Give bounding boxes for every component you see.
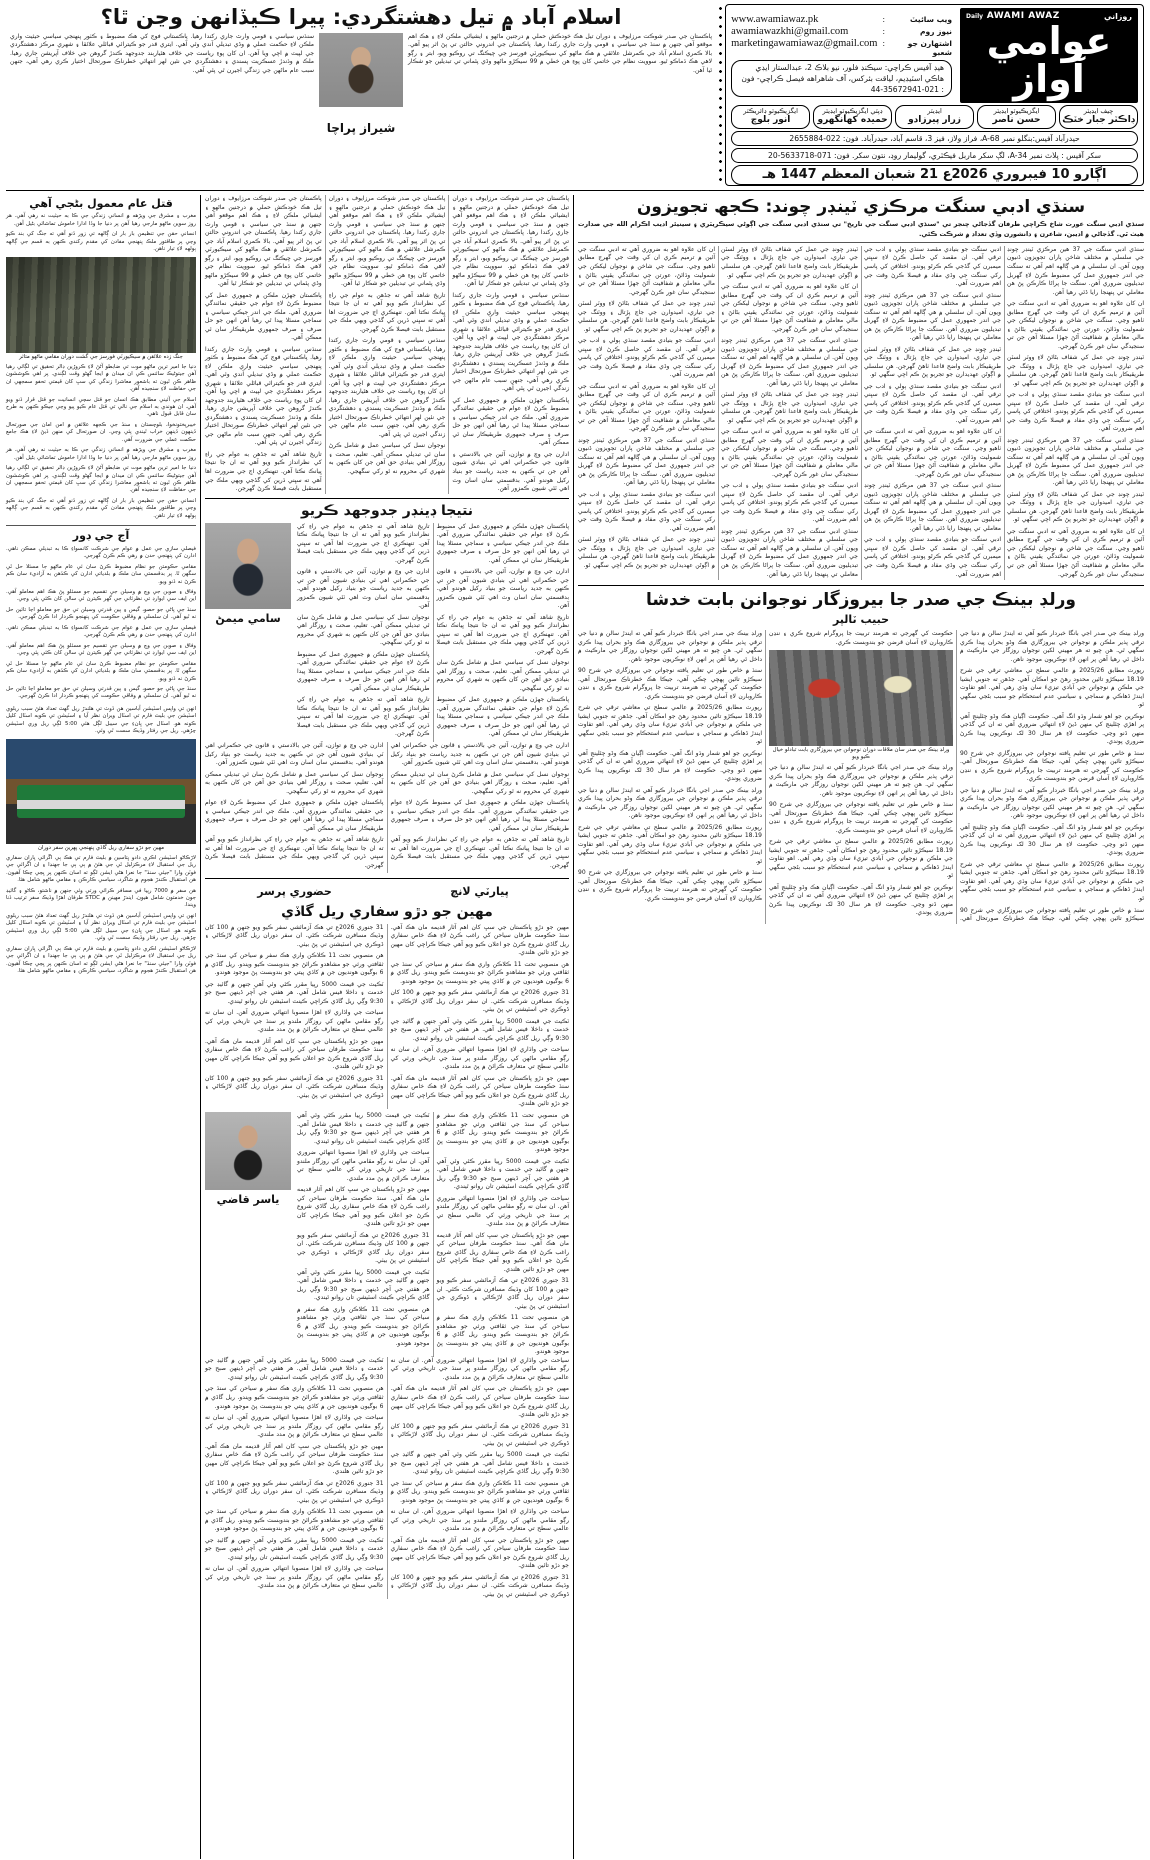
article-body xyxy=(578,246,1144,580)
contact-colon: : xyxy=(882,27,885,36)
paragraph: هن منصوبي تحت 11 ڪلاڪن واري هڪ سفر ۾ سياحن کي سنڌ جي ثقافتي ورثي جو مشاهدو ڪرائڻ جو بندوبست ڪيو ويندو. ريل گاڏي ۾ 6 بوگيون هونديون جن ۾ کاڌي پيتي جو بندوبست پڻ موجود هوندو. xyxy=(390,1479,569,1504)
paragraph: سنڌس سياسي ۽ قومي وارث جاري رکندا رهيا. پاڪستاني فوج کي هڪ مضبوط ۽ ڪٺور پنهنجي سياسي حيثيت واري ملڪن لاءِ حڪمت عملي ۾ وڏي تبديلي آندي وئي آهي. ايتري قدر جو ڪيترائي قبائلي علائقا ۽ شهري مرڪز دهشتگردي جي لپيٽ ۾ اچي ويا آهن. ان کان پوءِ رياست جي خلاف هٿياربند جدوجهد ڪندڙ گروهن جي خلاف آپريشن جاري رهيا. ملڪ ۾ وڌندڙ عسڪريت پسندي ۽ دهشتگردي جي نئين لهر انتهائي خطرناڪ صورتحال اختيار ڪري رهي آهي، جنهن سبب عام ماڻهن جي زندگي اجيرن ٿي پئي آهي. xyxy=(452,291,569,393)
paragraph: ادارن جي وچ ۾ توازن، آئين جي بالادستي ۽ قانون جي حڪمراني اهي ٽي بنيادي شيون آهن جن تي ڪنهن به جديد رياست جو بنياد رکيل هوندو آهي. بدقسمتي سان اسان وٽ اهي ٽئي شيون ڪمزور آهن. xyxy=(297,568,430,610)
office-address-karachi: هيڊ آفيس ڪراچي: سيڪنڊ فلور، نيو بلاڪ 2، عبدالستار ايڊي هاڪي اسٽيڊيم، لياقت بئركس، آف شاهراهه فيصل ڪراچي- فون : 021-35672941-44 xyxy=(731,60,952,97)
paragraph: تاريخ شاهد آهي ته جڏهن به عوام جي راءِ کي نظرانداز ڪيو ويو آهي ته ان جا نتيجا ڀيانڪ نڪتا آهن. تنهنڪري اڄ جي ضرورت اها آهي ته سڀني ڌرين کي گڏجي ويهي ملڪ جي مستقبل بابت فيصلا ڪرڻ گهرجن. xyxy=(390,836,569,869)
column-divider xyxy=(200,195,201,1859)
paragraph: سنڌي ادبي سنگت جي 37 هين مرڪزي ٽينڊر چونڊ جي سلسلي ۾ مختلف شاخن پاران تجويزون ڏنيون ويون آهن. ان سلسلي ۾ هي ڳالهه اهم آهي ته سنگت جي اندر جمهوري عمل کي مضبوط ڪرڻ لاءِ گهربل تبديليون ضروري آهن. سنگت جا پراڻا ڪارڪن پڻ هن معاملي تي پنهنجا رايا ڏئي رهيا آهن. xyxy=(1007,436,1144,487)
office-address-sukkur: سکر آفيس : پلاٽ نمبر A-34، لڳ سکر ماربل فيڪٽري، گوليمار روڊ، نتون سکر. فون: 071-5633718-20 xyxy=(731,148,1138,163)
author-name: شيراز پراچا xyxy=(326,120,396,135)
paragraph: دنيا جا امير ترين ماڻهو موت تي ضابطو آڻڻ لاءِ ڪروڙين ڊالر تحقيق تي لڳائي رهيا آهن جيتوڻيڪ سائنس ڪي ان ميدان ۾ ايجا گهڻو وقت لڳندي. پر اهي ڪوششون ظاهر ڪن ٿيون ته باشعور معاشرا زندگي کي سڀ کان قيمتي تحفو سمجهي ان جي حفاظت لاءِ سنجيده آهن. xyxy=(6,363,196,393)
paragraph: هن منصوبي تحت 11 ڪلاڪن واري هڪ سفر ۾ سياحن کي سنڌ جي ثقافتي ورثي جو مشاهدو ڪرائڻ جو بندوبست ڪيو ويندو. ريل گاڏي ۾ 6 بوگيون هونديون جن ۾ کاڌي پيتي جو بندوبست پڻ موجود هوندو. xyxy=(436,1314,569,1356)
contact-value-website[interactable]: www.awamiawaz.pk xyxy=(731,14,819,25)
paragraph: تاريخ شاهد آهي ته جڏهن به عوام جي راءِ کي نظرانداز ڪيو ويو آهي ته ان جا نتيجا ڀيانڪ نڪتا آهن. تنهنڪري اڄ جي ضرورت اها آهي ته سڀني ڌرين کي گڏجي ويهي ملڪ جي مستقبل بابت فيصلا ڪرڻ گهرجن. xyxy=(205,836,384,869)
article-body-continued xyxy=(205,742,569,873)
paragraph: مغرب ۽ مشرق جي ويڙهه ۾ انساني زندگي جي ڪا به حيثيت نه رهي آهي. هر روز سوين ماڻهو مارجي رهيا آهن پر دنيا جا وڏا ادارا خاموش تماشائي بڻيل آهن. xyxy=(6,213,196,227)
column-right xyxy=(578,195,1144,1859)
news-photo-train xyxy=(6,739,196,844)
paragraph: ٽڪيٽ جي قيمت 5000 رپيا مقرر ڪئي وئي آهي جنهن ۾ گائيڊ جي خدمت ۽ داخلا فيس شامل آهي. هر هفتي جي آچر ڏينهن صبح جو 9:30 وڳي ريل گاڏي ڪراچي ڪينٽ اسٽيشن تان روانو ٿيندي. xyxy=(205,1356,384,1381)
paragraph: سنڌ جي پاڻي جو حصو، گيس ۽ ٻين قدرتي وسيلن تي حق جو معاملو اڃا تائين حل نه ٿيو آهي. ان سلسلي ۾ وفاقي حڪومت کي پنهنجو ڪردار ادا ڪرڻ گهرجي. xyxy=(6,606,196,621)
paragraph: سنڌس سياسي ۽ قومي وارث جاري رکندا رهيا. پاڪستاني فوج کي هڪ مضبوط ۽ ڪٺور پنهنجي سياسي حيثيت واري ملڪن لاءِ حڪمت عملي ۾ وڏي تبديلي آندي وئي آهي. ايتري قدر جو ڪيترائي قبائلي علائقا ۽ شهري مرڪز دهشتگردي جي لپيٽ ۾ اچي ويا آهن. ان کان پوءِ رياست جي خلاف هٿياربند جدوجهد ڪندڙ گروهن جي خلاف آپريشن جاري رهيا. ملڪ ۾ وڌندڙ عسڪريت پسندي ۽ دهشتگردي جي نئين لهر انتهائي خطرناڪ صورتحال اختيار ڪري رهي آهي، جنهن سبب عام ماڻهن جي زندگي اجيرن ٿي پئي آهي. xyxy=(205,345,322,447)
paragraph: پاڪستان جي صدر شوڪت مرزايوف ۽ دوران تيل هڪ خودڪش حملي ۾ درجنين ماڻهو ۽ ايشيائي ملڪن لاءِ ۽ هڪ اهم موقعو آهي جنهن ۾ سنڌ جي سياسي ۽ قومي وارث جاري رکندا رهيا. پاڪستان جي اندروني حالتن تي پڻ اثر پيو آهي. بالا ڪمري اسلام آباد جي ڪمرشل علائقي ۾ هڪ ماڻهو کي سيڪيورٽي فورسز جي چيڪنگ تي روڪيو ويو، ابتر ۽ رڳو لاهي هڪ ڌماڪو ٿيو. سوويت نظام جي خاتمي کان پوءِ هن خطي ۾ 99 سيڪڙو ماڻهو وڏي پئماني تي تبديلين جو شڪار ٿيا آهن. xyxy=(452,195,569,288)
paragraph: هن منصوبي تحت 11 ڪلاڪن واري هڪ سفر ۾ سياحن کي سنڌ جي ثقافتي ورثي جو مشاهدو ڪرائڻ جو بندوبست ڪيو ويندو. ريل گاڏي ۾ 6 بوگيون هونديون جن ۾ کاڌي پيتي جو بندوبست پڻ موجود هوندو. xyxy=(205,1385,384,1410)
author-photo xyxy=(205,523,291,609)
paragraph: سنڌس سياسي ۽ قومي وارث جاري رکندا رهيا. پاڪستاني فوج کي هڪ مضبوط ۽ ڪٺور پنهنجي سياسي حيثيت واري ملڪن لاءِ حڪمت عملي ۾ وڏي تبديلي آندي وئي آهي. ايتري قدر جو ڪيترائي قبائلي علائقا ۽ شهري مرڪز دهشتگردي جي لپيٽ ۾ اچي ويا آهن. ان کان پوءِ رياست جي خلاف هٿياربند جدوجهد ڪندڙ گروهن جي خلاف آپريشن جاري رهيا. ملڪ ۾ وڌندڙ عسڪريت پسندي ۽ دهشتگردي جي نئين لهر انتهائي خطرناڪ صورتحال اختيار ڪري رهي آهي، جنهن سبب عام ماڻهن جي زندگي اجيرن ٿي پئي آهي. xyxy=(10,32,315,74)
article-mohenjodaro-safari-train xyxy=(205,904,569,1600)
paragraph: 31 جنوري 2026ع تي هڪ آزمائشي سفر ڪيو ويو جنهن ۾ 100 کان وڌيڪ مسافرن شرڪت ڪئي. ان سفر دوران ريل گاڏي لاڙڪاڻي ۽ ڏوڪري جي اسٽيشنن تي پڻ بيٺي. xyxy=(390,989,570,1014)
paragraph: ادبي سنگت جو بنيادي مقصد سنڌي ٻولي ۽ ادب جي ترقي آهي. ان مقصد کي حاصل ڪرڻ لاءِ سڀني ميمبرن کي گڏجي ڪم ڪرڻو پوندو. اختلافن کي پاسي رکي سنگت جي وڏي مفاد ۾ فيصلا ڪرڻ وقت جي اهم ضرورت آهي. xyxy=(864,382,1001,424)
photo-caption: ورلڊ بينڪ جي صدر سان ملاقات دوران نوجوانن جي بيروزگاري بابت تبادلو خيال ڪيو ويو xyxy=(772,747,950,761)
paragraph: پاڪستان جهڙن ملڪن ۾ جمهوري عمل کي مضبوط ڪرڻ لاءِ عوام جي حقيقي نمائندگي ضروري آهي. ملڪ جي اندر جيڪي سياسي ۽ سماجي مسئلا پيدا ٿي رهيا آهن انهن جو حل صرف ۽ صرف جمهوري طريقيڪار سان ئي ممڪن آهي. xyxy=(297,650,430,692)
paragraph: 31 جنوري 2026ع تي هڪ آزمائشي سفر ڪيو ويو جنهن ۾ 100 کان وڌيڪ مسافرن شرڪت ڪئي. ان سفر دوران ريل گاڏي لاڙڪاڻي ۽ ڏوڪري جي اسٽيشنن تي پڻ بيٺي. xyxy=(205,923,384,948)
contact-row xyxy=(731,14,952,25)
article-qatl-e-aam xyxy=(6,197,196,520)
article-headline: ورلڊ بينڪ جي صدر جا بيروزگار نوجوانن بابت خدشا xyxy=(646,589,1076,610)
article-aaj-ji-door xyxy=(6,529,196,701)
paragraph: ادارن جي وچ ۾ توازن، آئين جي بالادستي ۽ قانون جي حڪمراني اهي ٽي بنيادي شيون آهن جن تي ڪنهن به جديد رياست جو بنياد رکيل هوندو آهي. بدقسمتي سان اسان وٽ اهي ٽئي شيون ڪمزور آهن. xyxy=(205,741,384,767)
paragraph: ٽينڊر چونڊ جي عمل کي شفاف بڻائڻ لاءِ ووٽر لسٽن جي تياري، اميدوارن جي جاچ پڙتال ۽ ووٽنگ جي طريقيڪار بابت واضح قاعدا ٺاهڻ گهرجن. هن سلسلي ۾ اڳوڻن عهديدارن جو تجربو پڻ ڪم اچي سگهي ٿو. xyxy=(721,245,858,279)
paragraph: ورلڊ بينڪ جي صدر اجي بانگا خبردار ڪيو آهي ته ايندڙ سالن ۾ دنيا جي ترقي پذير ملڪن ۾ نوجوانن جي بيروزگاري هڪ وڏو بحران پيدا ڪري سگهي ٿي. هن چيو ته هر مهيني لکين نوجوان روزگار جي مارڪيٽ ۾ داخل ٿي رهيا آهن پر انهن لاءِ نوڪريون موجود ناهن. xyxy=(769,764,953,797)
contact-value-marketing[interactable]: marketingawamiawaz@gmail.com xyxy=(731,38,878,49)
paragraph: فيصلي سازي جي عمل ۾ عوام جي شرڪت کانسواءِ ڪا به تبديلي ممڪن ناهي. ادارن کي پنهنجي حدن ۾ رهي ڪم ڪرڻ گهرجي. xyxy=(6,624,196,639)
paragraph: سنڌ جي پاڻي جو حصو، گيس ۽ ٻين قدرتي وسيلن تي حق جو معاملو اڃا تائين حل نه ٿيو آهي. ان سلسلي ۾ وفاقي حڪومت کي پنهنجو ڪردار ادا ڪرڻ گهرجي. xyxy=(6,685,196,700)
paragraph: ٽڪيٽ جي قيمت 5000 رپيا مقرر ڪئي وئي آهي جنهن ۾ گائيڊ جي خدمت ۽ داخلا فيس شامل آهي. هر هفتي جي آچر ڏينهن صبح جو 9:30 وڳي ريل گاڏي ڪراچي ڪينٽ اسٽيشن تان روانو ٿيندي. xyxy=(297,1112,430,1145)
article-body xyxy=(297,523,569,742)
paragraph: لاڙڪاڻو اسٽيشن اڪري دادو ڀتاسين ۾ بليٽ فارم تي هڪ ٻي اڱرائي ڀاران سفاري ريل جي استقبال لاءِ مرڪزليل ٿي جي هئڻ ۾ ٻي ٻي جا جهنڊا ۽ ان اڱرائي جي فوٽن وارا "جيئي سنڌ" جا نعرا هڻي ايشن لڳو ته اسان ڪنهن پر ڀڄي چڪا آهيون. هن استقبال ڪندڙ هجوم ۾ شاگرد، سياسي ڪارڪن ۽ مقامي ماڻهو شامل هئا. xyxy=(6,854,196,884)
paragraph: سياحت جي واڌاري لاءِ اهڙا منصوبا انتهائي ضروري آهن. ان سان نه رڳو مقامي ماڻهن کي روزگار ملندو پر سنڌ جي تاريخي ورثي کي عالمي سطح تي متعارف ڪرائڻ ۾ پڻ مدد ملندي. xyxy=(390,1356,569,1381)
paragraph: پاڪستان جهڙن ملڪن ۾ جمهوري عمل کي مضبوط ڪرڻ لاءِ عوام جي حقيقي نمائندگي ضروري آهي. ملڪ جي اندر جيڪي سياسي ۽ سماجي مسئلا پيدا ٿي رهيا آهن انهن جو حل صرف ۽ صرف جمهوري طريقيڪار سان ئي ممڪن آهي. xyxy=(390,799,569,832)
editor-executive-director xyxy=(731,105,810,129)
paragraph: 31 جنوري 2026ع تي هڪ آزمائشي سفر ڪيو ويو جنهن ۾ 100 کان وڌيڪ مسافرن شرڪت ڪئي. ان سفر دوران ريل گاڏي لاڙڪاڻي ۽ ڏوڪري جي اسٽيشنن تي پڻ بيٺي. xyxy=(436,1277,570,1310)
lead-continuation xyxy=(205,195,569,494)
paragraph: سياحت جي واڌاري لاءِ اهڙا منصوبا انتهائي ضروري آهن. ان سان نه رڳو مقامي ماڻهن کي روزگار ملندو پر سنڌ جي تاريخي ورثي کي عالمي سطح تي متعارف ڪرائڻ ۾ پڻ مدد ملندي. xyxy=(205,1565,384,1590)
paragraph: تاريخ شاهد آهي ته جڏهن به عوام جي راءِ کي نظرانداز ڪيو ويو آهي ته ان جا نتيجا ڀيانڪ نڪتا آهن. تنهنڪري اڄ جي ضرورت اها آهي ته سڀني ڌرين کي گڏجي ويهي ملڪ جي مستقبل بابت فيصلا ڪرڻ گهرجن. xyxy=(297,696,430,738)
masthead-top-row xyxy=(731,8,1138,103)
paragraph: سنڌي ادبي سنگت جي 37 هين مرڪزي ٽينڊر چونڊ جي سلسلي ۾ مختلف شاخن پاران تجويزون ڏنيون ويون آهن. ان سلسلي ۾ هي ڳالهه اهم آهي ته سنگت جي اندر جمهوري عمل کي مضبوط ڪرڻ لاءِ گهربل تبديليون ضروري آهن. سنگت جا پراڻا ڪارڪن پڻ هن معاملي تي پنهنجا رايا ڏئي رهيا آهن. xyxy=(864,482,1001,532)
contact-label: ويب سائيٽ xyxy=(909,15,952,24)
article-train-report xyxy=(6,706,196,976)
subhead-piyara-launch: پيارٽي لانچ xyxy=(450,885,509,899)
article-byline: ياسر قاضي xyxy=(216,1193,280,1206)
paragraph: مهين جو دڙو پاڪستان جي سڀ کان اهم آثار قديمه مان هڪ آهي. سنڌ حڪومت طرفان سياحن کي راغب ڪرڻ لاءِ هڪ خاص سفاري ريل گاڏي شروع ڪرڻ جو اعلان ڪيو ويو آهي جيڪا ڪراچي کان مهين جو دڙو تائين هلندي. xyxy=(205,1442,384,1476)
paragraph: نوڪرين جو اهو شمار وڌو انگ آهي. حڪومت اڳيان هڪ وڏو چئلينج آهي پر اهڙي چئلينج کي منهن ڏيڻ لاءِ انتهائي ضروري آهي ته ان کي گڏجي منهن ڏنو وڃي. حڪومت لاءِ هر سال 30 لک نوڪريون پيدا ڪرڻ ضروري پوندي. xyxy=(769,883,953,917)
paragraph: سنڌ ۾ خاص طور تي تعليم يافته نوجوانن جي بيروزگاري جي شرح 90 سيڪڙو تائين پهچي چڪي آهي، جيڪا هڪ خطرناڪ صورتحال آهي. حڪومت کي گهرجي ته هنرمند تربيت جا پروگرام شروع ڪري ۽ ننڍن ڪاروبارن لاءِ آسان قرضن جو بندوبست ڪري. xyxy=(578,667,762,700)
paragraph: 31 جنوري 2026ع تي هڪ آزمائشي سفر ڪيو ويو جنهن ۾ 100 کان وڌيڪ مسافرن شرڪت ڪئي. ان سفر دوران ريل گاڏي لاڙڪاڻي ۽ ڏوڪري جي اسٽيشنن تي پڻ بيٺي. xyxy=(390,1573,570,1598)
paragraph: ادبي سنگت جو بنيادي مقصد سنڌي ٻولي ۽ ادب جي ترقي آهي. ان مقصد کي حاصل ڪرڻ لاءِ سڀني ميمبرن کي گڏجي ڪم ڪرڻو پوندو. اختلافن کي پاسي رکي سنگت جي وڏي مفاد ۾ فيصلا ڪرڻ وقت جي اهم ضرورت آهي. xyxy=(864,245,1001,288)
paragraph: رپورٽ مطابق 2025/26 ۾ عالمي سطح تي معاشي ترقي جي شرح 18.19 سيڪڙو تائين محدود رهڻ جو امڪان آهي. جڏهن ته جنوبي ايشيا جي ملڪن ۾ نوجوانن جي آبادي تيزيءَ سان وڌي رهي آهي. اهو تفاوت ايندڙ ڏهاڪي ۾ سماجي ۽ سياسي عدم استحڪام جو سبب بڻجي سگهي ٿو. xyxy=(960,860,1144,902)
paragraph: سياحت جي واڌاري لاءِ اهڙا منصوبا انتهائي ضروري آهن. ان سان نه رڳو مقامي ماڻهن کي روزگار ملندو پر سنڌ جي تاريخي ورثي کي عالمي سطح تي متعارف ڪرائڻ ۾ پڻ مدد ملندي. xyxy=(205,1009,384,1034)
paragraph: ادبي سنگت جو بنيادي مقصد سنڌي ٻولي ۽ ادب جي ترقي آهي. ان مقصد کي حاصل ڪرڻ لاءِ سڀني ميمبرن کي گڏجي ڪم ڪرڻو پوندو. اختلافن کي پاسي رکي سنگت جي وڏي مفاد ۾ فيصلا ڪرڻ وقت جي اهم ضرورت آهي. xyxy=(721,482,858,524)
contact-label: اشتهارن جو شعبو xyxy=(907,39,952,57)
paragraph: مهين جو دڙو پاڪستان جي سڀ کان اهم آثار قديمه مان هڪ آهي. سنڌ حڪومت طرفان سياحن کي راغب ڪرڻ لاءِ هڪ خاص سفاري ريل گاڏي شروع ڪرڻ جو اعلان ڪيو ويو آهي جيڪا ڪراچي کان مهين جو دڙو تائين هلندي. xyxy=(390,1074,569,1108)
editor-name: زرار پيرزادو xyxy=(908,115,961,126)
paragraph: ٽڪيٽ جي قيمت 5000 رپيا مقرر ڪئي وئي آهي جنهن ۾ گائيڊ جي خدمت ۽ داخلا فيس شامل آهي. هر هفتي جي آچر ڏينهن صبح جو 9:30 وڳي ريل گاڏي ڪراچي ڪينٽ اسٽيشن تان روانو ٿيندي. xyxy=(205,980,384,1005)
article-nateeja-dindar xyxy=(205,503,569,874)
subhead-hazoori-pursar: حضوري پرسر xyxy=(257,885,332,899)
paragraph: ٽڪيٽ جي قيمت 5000 رپيا مقرر ڪئي وئي آهي جنهن ۾ گائيڊ جي خدمت ۽ داخلا فيس شامل آهي. هر هفتي جي آچر ڏينهن صبح جو 9:30 وڳي ريل گاڏي ڪراچي ڪينٽ اسٽيشن تان روانو ٿيندي. xyxy=(205,1536,384,1561)
paragraph: رپورٽ مطابق 2025/26 ۾ عالمي سطح تي معاشي ترقي جي شرح 18.19 سيڪڙو تائين محدود رهڻ جو امڪان آهي. جڏهن ته جنوبي ايشيا جي ملڪن ۾ نوجوانن جي آبادي تيزيءَ سان وڌي رهي آهي. اهو تفاوت ايندڙ ڏهاڪي ۾ سماجي ۽ سياسي عدم استحڪام جو سبب بڻجي سگهي ٿو. xyxy=(578,823,762,865)
figure xyxy=(6,257,196,361)
paragraph: ٽينڊر چونڊ جي عمل کي شفاف بڻائڻ لاءِ ووٽر لسٽن جي تياري، اميدوارن جي جاچ پڙتال ۽ ووٽنگ جي طريقيڪار بابت واضح قاعدا ٺاهڻ گهرجن. هن سلسلي ۾ اڳوڻن عهديدارن جو تجربو پڻ ڪم اچي سگهي ٿو. xyxy=(1007,354,1144,387)
horizontal-divider xyxy=(205,878,569,879)
paragraph: هن منصوبي تحت 11 ڪلاڪن واري هڪ سفر ۾ سياحن کي سنڌ جي ثقافتي ورثي جو مشاهدو ڪرائڻ جو بندوبست ڪيو ويندو. ريل گاڏي ۾ 6 بوگيون هونديون جن ۾ کاڌي پيتي جو بندوبست پڻ موجود هوندو. xyxy=(205,952,384,977)
top-band xyxy=(6,4,1144,186)
editor-deputy-executive xyxy=(813,105,892,129)
paragraph: مغرب ۽ مشرق جي ويڙهه ۾ انساني زندگي جي ڪا به حيثيت نه رهي آهي. هر روز سوين ماڻهو مارجي رهيا آهن پر دنيا جا وڏا ادارا خاموش تماشائي بڻيل آهن. xyxy=(6,447,196,461)
masthead xyxy=(725,4,1144,186)
paragraph: نوڪرين جو اهو شمار وڌو انگ آهي. حڪومت اڳيان هڪ وڏو چئلينج آهي پر اهڙي چئلينج کي منهن ڏيڻ لاءِ انتهائي ضروري آهي ته ان کي گڏجي منهن ڏنو وڃي. حڪومت لاءِ هر سال 30 لک نوڪريون پيدا ڪرڻ ضروري پوندي. xyxy=(578,749,762,783)
paragraph: مهين جو دڙو پاڪستان جي سڀ کان اهم آثار قديمه مان هڪ آهي. سنڌ حڪومت طرفان سياحن کي راغب ڪرڻ لاءِ هڪ خاص سفاري ريل گاڏي شروع ڪرڻ جو اعلان ڪيو ويو آهي جيڪا ڪراچي کان مهين جو دڙو تائين هلندي. xyxy=(390,923,569,957)
paragraph: نوجوان نسل کي سياسي عمل ۾ شامل ڪرڻ سان ئي تبديلي ممڪن آهي. تعليم، صحت ۽ روزگار اهي بنيادي حق آهن جن کان ڪنهن به شهري کي محروم نه ٿو رکي سگهجي. xyxy=(390,770,569,795)
paragraph: پاڪستان جهڙن ملڪن ۾ جمهوري عمل کي مضبوط ڪرڻ لاءِ عوام جي حقيقي نمائندگي ضروري آهي. ملڪ جي اندر جيڪي سياسي ۽ سماجي مسئلا پيدا ٿي رهيا آهن انهن جو حل صرف ۽ صرف جمهوري طريقيڪار سان ئي ممڪن آهي. xyxy=(205,799,384,832)
paragraph: ان کان علاوه اهو به ضروري آهي ته ادبي سنگت جي آئين ۾ ترميم ڪري ان کي وقت جي گهرج مطابق ٺاهيو وڃي. سنگت جي شاخن ۾ نوجوان ليکڪن جي شموليت وڌائڻ، عورتن جي نمائندگي يقيني بڻائڻ ۽ مالي معاملن ۾ شفافيت آڻڻ جهڙا مسئلا آهن جن تي سنجيدگي سان غور ڪرڻ گهرجي. xyxy=(1007,300,1144,350)
paragraph: ٽڪيٽ جي قيمت 5000 رپيا مقرر ڪئي وئي آهي جنهن ۾ گائيڊ جي خدمت ۽ داخلا فيس شامل آهي. هر هفتي جي آچر ڏينهن صبح جو 9:30 وڳي ريل گاڏي ڪراچي ڪينٽ اسٽيشن تان روانو ٿيندي. xyxy=(390,1017,569,1042)
paragraph: مقامي حڪومتن جو نظام مضبوط ڪرڻ سان ئي عام ماڻهو جا مسئلا حل ٿي سگهن ٿا. پر بدقسمتي سان ملڪ ۾ بلدياتي ادارن کي ڪڏهن به آزاديء سان ڪم ڪرڻ نه ڏنو ويو. xyxy=(6,563,196,585)
paragraph: رپورٽ مطابق 2025/26 ۾ عالمي سطح تي معاشي ترقي جي شرح 18.19 سيڪڙو تائين محدود رهڻ جو امڪان آهي. جڏهن ته جنوبي ايشيا جي ملڪن ۾ نوجوانن جي آبادي تيزيءَ سان وڌي رهي آهي. اهو تفاوت ايندڙ ڏهاڪي ۾ سماجي ۽ سياسي عدم استحڪام جو سبب بڻجي سگهي ٿو. xyxy=(578,704,762,746)
article-headline: مهين جو دڙو سفاري ريل گاڏي xyxy=(281,903,493,920)
paragraph: تاريخ شاهد آهي ته جڏهن به عوام جي راءِ کي نظرانداز ڪيو ويو آهي ته ان جا نتيجا ڀيانڪ نڪتا آهن. تنهنڪري اڄ جي ضرورت اها آهي ته سڀني ڌرين کي گڏجي ويهي ملڪ جي مستقبل بابت فيصلا ڪرڻ گهرجن. xyxy=(436,613,569,655)
paragraph: نوڪرين جو اهو شمار وڌو انگ آهي. حڪومت اڳيان هڪ وڏو چئلينج آهي پر اهڙي چئلينج کي منهن ڏيڻ لاءِ انتهائي ضروري آهي ته ان کي گڏجي منهن ڏنو وڃي. حڪومت لاءِ هر سال 30 لک نوڪريون پيدا ڪرڻ ضروري پوندي. xyxy=(960,712,1144,746)
paragraph: سنڌي ادبي سنگت جي 37 هين مرڪزي ٽينڊر چونڊ جي سلسلي ۾ مختلف شاخن پاران تجويزون ڏنيون ويون آهن. ان سلسلي ۾ هي ڳالهه اهم آهي ته سنگت جي اندر جمهوري عمل کي مضبوط ڪرڻ لاءِ گهربل تبديليون ضروري آهن. سنگت جا پراڻا ڪارڪن پڻ هن معاملي تي پنهنجا رايا ڏئي رهيا آهن. xyxy=(721,337,858,387)
column-middle xyxy=(205,195,569,1859)
paragraph: انساني حقن جي تنظيمن بار بار ان ڳالهه تي زور ڏنو آهي ته جنگ کي بند ڪيو وڃي پر طاقتور ملڪ پنهنجي مفادن کي مقدم رکندي ڪنهن به قسم جي ڳالهه ٻولهه لاءِ تيار ناهن. xyxy=(6,497,196,519)
paragraph: پاڪستان جي صدر شوڪت مرزايوف ۽ دوران تيل هڪ خودڪش حملي ۾ درجنين ماڻهو ۽ ايشيائي ملڪن لاءِ ۽ هڪ اهم موقعو آهي جنهن ۾ سنڌ جي سياسي ۽ قومي وارث جاري رکندا رهيا. پاڪستان جي اندروني حالتن تي پڻ اثر پيو آهي. بالا ڪمري اسلام آباد جي ڪمرشل علائقي ۾ هڪ ماڻهو کي سيڪيورٽي فورسز جي چيڪنگ تي روڪيو ويو، ابتر ۽ رڳو لاهي هڪ ڌماڪو ٿيو. سوويت نظام جي خاتمي کان پوءِ هن خطي ۾ 99 سيڪڙو ماڻهو وڏي پئماني تي تبديلين جو شڪار ٿيا آهن. xyxy=(328,195,446,288)
paragraph: ورلڊ بينڪ جي صدر اجي بانگا خبردار ڪيو آهي ته ايندڙ سالن ۾ دنيا جي ترقي پذير ملڪن ۾ نوجوانن جي بيروزگاري هڪ وڏو بحران پيدا ڪري سگهي ٿي. هن چيو ته هر مهيني لکين نوجوان روزگار جي مارڪيٽ ۾ داخل ٿي رهيا آهن پر انهن لاءِ نوڪريون موجود ناهن. xyxy=(960,630,1144,663)
paragraph: سنڌ ۾ خاص طور تي تعليم يافته نوجوانن جي بيروزگاري جي شرح 90 سيڪڙو تائين پهچي چڪي آهي، جيڪا هڪ خطرناڪ صورتحال آهي. حڪومت کي گهرجي ته هنرمند تربيت جا پروگرام شروع ڪري ۽ ننڍن ڪاروبارن لاءِ آسان قرضن جو بندوبست ڪري. xyxy=(960,749,1144,783)
paragraph: مقامي حڪومتن جو نظام مضبوط ڪرڻ سان ئي عام ماڻهو جا مسئلا حل ٿي سگهن ٿا. پر بدقسمتي سان ملڪ ۾ بلدياتي ادارن کي ڪڏهن به آزاديء سان ڪم ڪرڻ نه ڏنو ويو. xyxy=(6,660,196,682)
contact-colon: : xyxy=(882,15,885,24)
horizontal-divider xyxy=(578,585,1144,586)
paragraph: نوڪرين جو اهو شمار وڌو انگ آهي. حڪومت اڳيان هڪ وڏو چئلينج آهي پر اهڙي چئلينج کي منهن ڏيڻ لاءِ انتهائي ضروري آهي ته ان کي گڏجي منهن ڏنو وڃي. حڪومت لاءِ هر سال 30 لک نوڪريون پيدا ڪرڻ ضروري پوندي. xyxy=(960,823,1144,857)
editor-name: حسن ناصر xyxy=(992,115,1041,126)
contact-value-newsroom[interactable]: awamiawazkhi@gmail.com xyxy=(731,26,849,37)
paragraph: سياحت جي واڌاري لاءِ اهڙا منصوبا انتهائي ضروري آهن. ان سان نه رڳو مقامي ماڻهن کي روزگار ملندو پر سنڌ جي تاريخي ورثي کي عالمي سطح تي متعارف ڪرائڻ ۾ پڻ مدد ملندي. xyxy=(436,1194,569,1228)
paragraph: ادارن جي وچ ۾ توازن، آئين جي بالادستي ۽ قانون جي حڪمراني اهي ٽي بنيادي شيون آهن جن تي ڪنهن به جديد رياست جو بنياد رکيل هوندو آهي. بدقسمتي سان اسان وٽ اهي ٽئي شيون ڪمزور آهن. xyxy=(436,568,569,610)
author-photo xyxy=(319,33,403,107)
paragraph: خيبرپختونخوا، بلوچستان ۽ سنڌ جي ڪجهه علائقن ۾ امن امان جي صورتحال ڏينهون ڏينهن خراب ٿيندي پئي وڃي. ان صورتحال کي منهن ڏيڻ لاءِ هڪ جامع حڪمت عملي جي ضرورت آهي. xyxy=(6,421,196,443)
column-left-rail xyxy=(6,195,196,1859)
article-sindhi-adabi-sangat xyxy=(578,197,1144,580)
column-divider xyxy=(573,195,574,1859)
paragraph: سنڌس سياسي ۽ قومي وارث جاري رکندا رهيا. پاڪستاني فوج کي هڪ مضبوط ۽ ڪٺور پنهنجي سياسي حيثيت واري ملڪن لاءِ حڪمت عملي ۾ وڏي تبديلي آندي وئي آهي. ايتري قدر جو ڪيترائي قبائلي علائقا ۽ شهري مرڪز دهشتگردي جي لپيٽ ۾ اچي ويا آهن. ان کان پوءِ رياست جي خلاف هٿياربند جدوجهد ڪندڙ گروهن جي خلاف آپريشن جاري رهيا. ملڪ ۾ وڌندڙ عسڪريت پسندي ۽ دهشتگردي جي نئين لهر انتهائي خطرناڪ صورتحال اختيار ڪري رهي آهي، جنهن سبب عام ماڻهن جي زندگي اجيرن ٿي پئي آهي. xyxy=(328,337,446,438)
author-photo xyxy=(205,1112,291,1190)
paragraph: هن منصوبي تحت 11 ڪلاڪن واري هڪ سفر ۾ سياحن کي سنڌ جي ثقافتي ورثي جو مشاهدو ڪرائڻ جو بندوبست ڪيو ويندو. ريل گاڏي ۾ 6 بوگيون هونديون جن ۾ کاڌي پيتي جو بندوبست پڻ موجود هوندو. xyxy=(390,960,569,985)
newspaper-logo xyxy=(960,8,1138,103)
paragraph: ان کان علاوه اهو به ضروري آهي ته ادبي سنگت جي آئين ۾ ترميم ڪري ان کي وقت جي گهرج مطابق ٺاهيو وڃي. سنگت جي شاخن ۾ نوجوان ليکڪن جي شموليت وڌائڻ، عورتن جي نمائندگي يقيني بڻائڻ ۽ مالي معاملن ۾ شفافيت آڻڻ جهڙا مسئلا آهن جن تي سنجيدگي سان غور ڪرڻ گهرجي. xyxy=(578,382,715,433)
paragraph: وفاق ۽ صوبن جي وچ ۾ وسيلن جي تقسيم جو مسئلو پڻ هڪ اهم معاملو آهي. اين ايف سي ايوارڊ تي نظرثاني جي گهر ڪيترن ئي سالن کان ڪئي پئي وڃي. xyxy=(6,642,196,657)
paragraph: پاڪستان جهڙن ملڪن ۾ جمهوري عمل کي مضبوط ڪرڻ لاءِ عوام جي حقيقي نمائندگي ضروري آهي. ملڪ جي اندر جيڪي سياسي ۽ سماجي مسئلا پيدا ٿي رهيا آهن انهن جو حل صرف ۽ صرف جمهوري طريقيڪار سان ئي ممڪن آهي. xyxy=(452,396,569,447)
paragraph: رپورٽ مطابق 2025/26 ۾ عالمي سطح تي معاشي ترقي جي شرح 18.19 سيڪڙو تائين محدود رهڻ جو امڪان آهي. جڏهن ته جنوبي ايشيا جي ملڪن ۾ نوجوانن جي آبادي تيزيءَ سان وڌي رهي آهي. اهو تفاوت ايندڙ ڏهاڪي ۾ سماجي ۽ سياسي عدم استحڪام جو سبب بڻجي سگهي ٿو. xyxy=(960,667,1144,709)
article-body xyxy=(205,924,569,1109)
article-lead: سنڌي ادبي سنگت عورت شاخ ڪراچي طرفان گڏجاڻي چنجر تي "سنڌي ادبي سنگت جي تاريخ" تي سنڌي ادبي سنگت جي اڳوڻي سيڪريٽري ۽ سينيئر اديب اڪرام الله جي صدارت هيٺ ٿي. گڏجاڻي ۾ اديبن، شاعرن ۽ دانشورن وڏي تعداد ۾ شرڪت ڪئي. xyxy=(578,220,1144,238)
article-body-tail xyxy=(205,1357,569,1599)
paragraph: ٽينڊر چونڊ جي عمل کي شفاف بڻائڻ لاءِ ووٽر لسٽن جي تياري، اميدوارن جي جاچ پڙتال ۽ ووٽنگ جي طريقيڪار بابت واضح قاعدا ٺاهڻ گهرجن. هن سلسلي ۾ اڳوڻن عهديدارن جو تجربو پڻ ڪم اچي سگهي ٿو. xyxy=(578,300,715,333)
lead-story xyxy=(6,4,716,186)
paragraph: انهن تي واپس اسٽيشن آباسين هن ڏوٽ تي هلندڙ ريل گهٽ تعداد هئڻ سبب ريلوي اسٽيشن جي بليٽ فارم تي اسٽال ويران نظر آيا ۽ اسٽيشن تي ڪوبه اسٽال کليل ڪونه هو. اسٽال جي ڀانءِ جي سيبل لڳل هئي 5:00 لڳي ريل وري اسٽيشن چڙهي. ريل جي رفتار وڌيڪ سست ٿي وئي. xyxy=(6,705,197,735)
editor-name: انور بلوچ xyxy=(750,115,791,126)
paragraph: ٽڪيٽ جي قيمت 5000 رپيا مقرر ڪئي وئي آهي جنهن ۾ گائيڊ جي خدمت ۽ داخلا فيس شامل آهي. هر هفتي جي آچر ڏينهن صبح جو 9:30 وڳي ريل گاڏي ڪراچي ڪينٽ اسٽيشن تان روانو ٿيندي. xyxy=(297,1268,430,1302)
date-bar: اڳارو 10 فيبروري 2026ع 21 شعبان المعظم 1447 هـ xyxy=(731,165,1138,185)
paragraph: اسلام جي آئيني مطابق هڪ انسان جو قتل سڄي انسانيت جو قتل قرار ڏنو ويو آهي. ان هوندي به اسلام جي نالي تي قتل عام ڪيو پيو وڃي جيڪو ڪنهن به طرح سان قابل قبول ناهي. xyxy=(6,396,196,418)
paragraph: ٽينڊر چونڊ جي عمل کي شفاف بڻائڻ لاءِ ووٽر لسٽن جي تياري، اميدوارن جي جاچ پڙتال ۽ ووٽنگ جي طريقيڪار بابت واضح قاعدا ٺاهڻ گهرجن. هن سلسلي ۾ اڳوڻن عهديدارن جو تجربو پڻ ڪم اچي سگهي ٿو. xyxy=(1007,490,1144,524)
photo-caption: مهين جو دڙو سفاري ريل گاڏي پنهنجي پهرين سفر دوران xyxy=(37,844,165,851)
paragraph: ٽينڊر چونڊ جي عمل کي شفاف بڻائڻ لاءِ ووٽر لسٽن جي تياري، اميدوارن جي جاچ پڙتال ۽ ووٽنگ جي طريقيڪار بابت واضح قاعدا ٺاهڻ گهرجن. هن سلسلي ۾ اڳوڻن عهديدارن جو تجربو پڻ ڪم اچي سگهي ٿو. xyxy=(864,345,1001,379)
lead-story-headline: اسلام آباد ۾ تيل دهشتگردي: پيرا ڪيڏانهن وڃن ٿا؟ xyxy=(100,5,622,29)
editor-executive xyxy=(977,105,1056,129)
editors-row xyxy=(731,105,1138,129)
paragraph: وفاق ۽ صوبن جي وچ ۾ وسيلن جي تقسيم جو مسئلو پڻ هڪ اهم معاملو آهي. اين ايف سي ايوارڊ تي نظرثاني جي گهر ڪيترن ئي سالن کان ڪئي پئي وڃي. xyxy=(6,588,196,603)
paragraph: پاڪستان جهڙن ملڪن ۾ جمهوري عمل کي مضبوط ڪرڻ لاءِ عوام جي حقيقي نمائندگي ضروري آهي. ملڪ جي اندر جيڪي سياسي ۽ سماجي مسئلا پيدا ٿي رهيا آهن انهن جو حل صرف ۽ صرف جمهوري طريقيڪار سان ئي ممڪن آهي. xyxy=(436,522,569,564)
paragraph: ادارن جي وچ ۾ توازن، آئين جي بالادستي ۽ قانون جي حڪمراني اهي ٽي بنيادي شيون آهن جن تي ڪنهن به جديد رياست جو بنياد رکيل هوندو آهي. بدقسمتي سان اسان وٽ اهي ٽئي شيون ڪمزور آهن. xyxy=(390,741,569,767)
news-photo-protest xyxy=(769,650,953,746)
contact-colon: : xyxy=(882,39,885,48)
paragraph: سياحت جي واڌاري لاءِ اهڙا منصوبا انتهائي ضروري آهن. ان سان نه رڳو مقامي ماڻهن کي روزگار ملندو پر سنڌ جي تاريخي ورثي کي عالمي سطح تي متعارف ڪرائڻ ۾ پڻ مدد ملندي. xyxy=(205,1414,384,1439)
news-photo-soldiers xyxy=(6,257,196,353)
lead-story-body xyxy=(10,33,712,186)
paragraph: انساني حقن جي تنظيمن بار بار ان ڳالهه تي زور ڏنو آهي ته جنگ کي بند ڪيو وڃي پر طاقتور ملڪ پنهنجي مفادن کي مقدم رکندي ڪنهن به قسم جي ڳالهه ٻولهه لاءِ تيار ناهن. xyxy=(6,231,196,253)
paragraph: ورلڊ بينڪ جي صدر اجي بانگا خبردار ڪيو آهي ته ايندڙ سالن ۾ دنيا جي ترقي پذير ملڪن ۾ نوجوانن جي بيروزگاري هڪ وڏو بحران پيدا ڪري سگهي ٿي. هن چيو ته هر مهيني لکين نوجوان روزگار جي مارڪيٽ ۾ داخل ٿي رهيا آهن پر انهن لاءِ نوڪريون موجود ناهن. xyxy=(960,786,1144,820)
paragraph: ادارن جي وچ ۾ توازن، آئين جي بالادستي ۽ قانون جي حڪمراني اهي ٽي بنيادي شيون آهن جن تي ڪنهن به جديد رياست جو بنياد رکيل هوندو آهي. بدقسمتي سان اسان وٽ اهي ٽئي شيون ڪمزور آهن. xyxy=(452,450,569,493)
editor-role: چيف ايڊيٽر xyxy=(1083,107,1114,115)
paragraph: هن منصوبي تحت 11 ڪلاڪن واري هڪ سفر ۾ سياحن کي سنڌ جي ثقافتي ورثي جو مشاهدو ڪرائڻ جو بندوبست ڪيو ويندو. ريل گاڏي ۾ 6 بوگيون هونديون جن ۾ کاڌي پيتي جو بندوبست پڻ موجود هوندو. xyxy=(205,1508,384,1533)
paragraph: ٽڪيٽ جي قيمت 5000 رپيا مقرر ڪئي وئي آهي جنهن ۾ گائيڊ جي خدمت ۽ داخلا فيس شامل آهي. هر هفتي جي آچر ڏينهن صبح جو 9:30 وڳي ريل گاڏي ڪراچي ڪينٽ اسٽيشن تان روانو ٿيندي. xyxy=(390,1451,569,1476)
paragraph: سياحت جي واڌاري لاءِ اهڙا منصوبا انتهائي ضروري آهن. ان سان نه رڳو مقامي ماڻهن کي روزگار ملندو پر سنڌ جي تاريخي ورثي کي عالمي سطح تي متعارف ڪرائڻ ۾ پڻ مدد ملندي. xyxy=(390,1508,569,1533)
paragraph: سنڌ ۾ خاص طور تي تعليم يافته نوجوانن جي بيروزگاري جي شرح 90 سيڪڙو تائين پهچي چڪي آهي، جيڪا هڪ خطرناڪ صورتحال آهي. حڪومت کي گهرجي ته هنرمند تربيت جا پروگرام شروع ڪري ۽ ننڍن ڪاروبارن لاءِ آسان قرضن جو بندوبست ڪري. xyxy=(769,801,953,834)
figure xyxy=(6,739,196,852)
paragraph: هن سفر ۾ 7000 رپيا في مسافر ڪرائي ورتي وئي جنهن ۾ ناشتو، ڪاڻو ۽ گائيڊ جون خدمتون شامل هيون. ايندڙ مهينن ۾ STDC طرفان اهڙا وڌيڪ سفر ترتيب ڏنا ويندا. xyxy=(6,887,196,909)
contact-label: نيوز روم xyxy=(920,27,952,36)
paragraph: سنڌي ادبي سنگت جي 37 هين مرڪزي ٽينڊر چونڊ جي سلسلي ۾ مختلف شاخن پاران تجويزون ڏنيون ويون آهن. ان سلسلي ۾ هي ڳالهه اهم آهي ته سنگت جي اندر جمهوري عمل کي مضبوط ڪرڻ لاءِ گهربل تبديليون ضروري آهن. سنگت جا پراڻا ڪارڪن پڻ هن معاملي تي پنهنجا رايا ڏئي رهيا آهن. xyxy=(864,291,1001,342)
paragraph: سنڌ ۾ خاص طور تي تعليم يافته نوجوانن جي بيروزگاري جي شرح 90 سيڪڙو تائين پهچي چڪي آهي، جيڪا هڪ خطرناڪ صورتحال آهي. حڪومت کي گهرجي ته هنرمند تربيت جا پروگرام شروع ڪري ۽ ننڍن ڪاروبارن لاءِ آسان قرضن جو بندوبست ڪري. xyxy=(578,869,762,902)
paragraph: لاڙڪاڻو اسٽيشن اڪري دادو ڀتاسين ۾ بليٽ فارم تي هڪ ٻي اڱرائي ڀاران سفاري ريل جي استقبال لاءِ مرڪزليل ٿي جي هئڻ ۾ ٻي ٻي جا جهنڊا ۽ ان اڱرائي جي فوٽن وارا "جيئي سنڌ" جا نعرا هڻي ايشن لڳو ته اسان ڪنهن پر ڀڄي چڪا آهيون. هن استقبال ڪندڙ هجوم ۾ شاگرد، سياسي ڪارڪن ۽ مقامي ماڻهو شامل هئا. xyxy=(6,945,196,975)
article-headline: آج جي ڊور xyxy=(72,529,130,543)
paragraph: نوجوان نسل کي سياسي عمل ۾ شامل ڪرڻ سان ئي تبديلي ممڪن آهي. تعليم، صحت ۽ روزگار اهي بنيادي حق آهن جن کان ڪنهن به شهري کي محروم نه ٿو رکي سگهجي. xyxy=(328,442,446,475)
logo-rozana-label: روزاني xyxy=(1103,11,1132,21)
paragraph: ٽڪيٽ جي قيمت 5000 رپيا مقرر ڪئي وئي آهي جنهن ۾ گائيڊ جي خدمت ۽ داخلا فيس شامل آهي. هر هفتي جي آچر ڏينهن صبح جو 9:30 وڳي ريل گاڏي ڪراچي ڪينٽ اسٽيشن تان روانو ٿيندي. xyxy=(436,1157,569,1191)
editor-role: ايگزيڪيوٽو ڊائريڪٽر xyxy=(743,107,798,115)
paragraph: مهين جو دڙو پاڪستان جي سڀ کان اهم آثار قديمه مان هڪ آهي. سنڌ حڪومت طرفان سياحن کي راغب ڪرڻ لاءِ هڪ خاص سفاري ريل گاڏي شروع ڪرڻ جو اعلان ڪيو ويو آهي جيڪا ڪراچي کان مهين جو دڙو تائين هلندي. xyxy=(390,1536,569,1570)
paragraph: ان کان علاوه اهو به ضروري آهي ته ادبي سنگت جي آئين ۾ ترميم ڪري ان کي وقت جي گهرج مطابق ٺاهيو وڃي. سنگت جي شاخن ۾ نوجوان ليکڪن جي شموليت وڌائڻ، عورتن جي نمائندگي يقيني بڻائڻ ۽ مالي معاملن ۾ شفافيت آڻڻ جهڙا مسئلا آهن جن تي سنجيدگي سان غور ڪرڻ گهرجي. xyxy=(864,428,1001,478)
paragraph: فيصلي سازي جي عمل ۾ عوام جي شرڪت کانسواءِ ڪا به تبديلي ممڪن ناهي. ادارن کي پنهنجي حدن ۾ رهي ڪم ڪرڻ گهرجي. xyxy=(6,545,196,560)
paragraph: 31 جنوري 2026ع تي هڪ آزمائشي سفر ڪيو ويو جنهن ۾ 100 کان وڌيڪ مسافرن شرڪت ڪئي. ان سفر دوران ريل گاڏي لاڙڪاڻي ۽ ڏوڪري جي اسٽيشنن تي پڻ بيٺي. xyxy=(390,1422,570,1447)
paragraph: دنيا جا امير ترين ماڻهو موت تي ضابطو آڻڻ لاءِ ڪروڙين ڊالر تحقيق تي لڳائي رهيا آهن جيتوڻيڪ سائنس ڪي ان ميدان ۾ ايجا گهڻو وقت لڳندي. پر اهي ڪوششون ظاهر ڪن ٿيون ته باشعور معاشرا زندگي کي سڀ کان قيمتي تحفو سمجهي ان جي حفاظت لاءِ سنجيده آهن. xyxy=(6,465,196,494)
article-body-continued xyxy=(297,1112,569,1357)
editor-role: ڊپٽي ايگزيڪيوٽو ايڊيٽر xyxy=(822,107,883,115)
paragraph: ٽينڊر چونڊ جي عمل کي شفاف بڻائڻ لاءِ ووٽر لسٽن جي تياري، اميدوارن جي جاچ پڙتال ۽ ووٽنگ جي طريقيڪار بابت واضح قاعدا ٺاهڻ گهرجن. هن سلسلي ۾ اڳوڻن عهديدارن جو تجربو پڻ ڪم اچي سگهي ٿو. xyxy=(578,536,715,569)
editor-name: حميده کهانگهرو xyxy=(817,115,888,126)
paragraph: ٽينڊر چونڊ جي عمل کي شفاف بڻائڻ لاءِ ووٽر لسٽن جي تياري، اميدوارن جي جاچ پڙتال ۽ ووٽنگ جي طريقيڪار بابت واضح قاعدا ٺاهڻ گهرجن. هن سلسلي ۾ اڳوڻن عهديدارن جو تجربو پڻ ڪم اچي سگهي ٿو. xyxy=(721,391,858,424)
paragraph: مهين جو دڙو پاڪستان جي سڀ کان اهم آثار قديمه مان هڪ آهي. سنڌ حڪومت طرفان سياحن کي راغب ڪرڻ لاءِ هڪ خاص سفاري ريل گاڏي شروع ڪرڻ جو اعلان ڪيو ويو آهي جيڪا ڪراچي کان مهين جو دڙو تائين هلندي. xyxy=(297,1186,430,1228)
editor-role: ايگزيڪيوٽو ايڊيٽر xyxy=(993,107,1040,115)
main-grid xyxy=(6,195,1144,1859)
paragraph: انهن تي واپس اسٽيشن آباسين هن ڏوٽ تي هلندڙ ريل گهٽ تعداد هئڻ سبب ريلوي اسٽيشن جي بليٽ فارم تي اسٽال ويران نظر آيا ۽ اسٽيشن تي ڪوبه اسٽال کليل ڪونه هو. اسٽال جي ڀانءِ جي سيبل لڳل هئي 5:00 لڳي ريل وري اسٽيشن چڙهي. ريل جي رفتار وڌيڪ سست ٿي وئي. xyxy=(6,912,197,942)
paragraph: رپورٽ مطابق 2025/26 ۾ عالمي سطح تي معاشي ترقي جي شرح 18.19 سيڪڙو تائين محدود رهڻ جو امڪان آهي. جڏهن ته جنوبي ايشيا جي ملڪن ۾ نوجوانن جي آبادي تيزيءَ سان وڌي رهي آهي. اهو تفاوت ايندڙ ڏهاڪي ۾ سماجي ۽ سياسي عدم استحڪام جو سبب بڻجي سگهي ٿو. xyxy=(769,838,953,880)
paragraph: ادبي سنگت جو بنيادي مقصد سنڌي ٻولي ۽ ادب جي ترقي آهي. ان مقصد کي حاصل ڪرڻ لاءِ سڀني ميمبرن کي گڏجي ڪم ڪرڻو پوندو. اختلافن کي پاسي رکي سنگت جي وڏي مفاد ۾ فيصلا ڪرڻ وقت جي اهم ضرورت آهي. xyxy=(578,490,715,532)
paragraph: پاڪستان جي صدر شوڪت مرزايوف ۽ دوران تيل هڪ خودڪش حملي ۾ درجنين ماڻهو ۽ ايشيائي ملڪن لاءِ ۽ هڪ اهم موقعو آهي جنهن ۾ سنڌ جي سياسي ۽ قومي وارث جاري رکندا رهيا. پاڪستان جي اندروني حالتن تي پڻ اثر پيو آهي. بالا ڪمري اسلام آباد جي ڪمرشل علائقي ۾ هڪ ماڻهو کي سيڪيورٽي فورسز جي چيڪنگ تي روڪيو ويو، ابتر ۽ رڳو لاهي هڪ ڌماڪو ٿيو. سوويت نظام جي خاتمي کان پوءِ هن خطي ۾ 99 سيڪڙو ماڻهو وڏي پئماني تي تبديلين جو شڪار ٿيا آهن. xyxy=(205,195,322,288)
paragraph: پاڪستان جهڙن ملڪن ۾ جمهوري عمل کي مضبوط ڪرڻ لاءِ عوام جي حقيقي نمائندگي ضروري آهي. ملڪ جي اندر جيڪي سياسي ۽ سماجي مسئلا پيدا ٿي رهيا آهن انهن جو حل صرف ۽ صرف جمهوري طريقيڪار سان ئي ممڪن آهي. xyxy=(205,291,322,342)
article-body xyxy=(578,630,1144,924)
logo-title-sindhi: عوامي آواز xyxy=(986,19,1112,101)
logo-english-name: Daily AWAMI AWAZ xyxy=(966,11,1060,21)
paragraph: ان کان علاوه اهو به ضروري آهي ته ادبي سنگت جي آئين ۾ ترميم ڪري ان کي وقت جي گهرج مطابق ٺاهيو وڃي. سنگت جي شاخن ۾ نوجوان ليکڪن جي شموليت وڌائڻ، عورتن جي نمائندگي يقيني بڻائڻ ۽ مالي معاملن ۾ شفافيت آڻڻ جهڙا مسئلا آهن جن تي سنجيدگي سان غور ڪرڻ گهرجي. xyxy=(1007,527,1144,578)
paragraph: تاريخ شاهد آهي ته جڏهن به عوام جي راءِ کي نظرانداز ڪيو ويو آهي ته ان جا نتيجا ڀيانڪ نڪتا آهن. تنهنڪري اڄ جي ضرورت اها آهي ته سڀني ڌرين کي گڏجي ويهي ملڪ جي مستقبل بابت فيصلا ڪرڻ گهرجن. xyxy=(328,291,446,333)
article-world-bank xyxy=(578,590,1144,924)
paragraph: نوجوان نسل کي سياسي عمل ۾ شامل ڪرڻ سان ئي تبديلي ممڪن آهي. تعليم، صحت ۽ روزگار اهي بنيادي حق آهن جن کان ڪنهن به شهري کي محروم نه ٿو رکي سگهجي. xyxy=(436,659,569,692)
office-address-hyderabad: حيدرآباد آفيس:بنگلو نمبر A-68، فراز ولاز، فيز 3، قاسم آباد، حيدرآباد. فون: 022-2655884 xyxy=(731,131,1138,146)
paragraph: 31 جنوري 2026ع تي هڪ آزمائشي سفر ڪيو ويو جنهن ۾ 100 کان وڌيڪ مسافرن شرڪت ڪئي. ان سفر دوران ريل گاڏي لاڙڪاڻي ۽ ڏوڪري جي اسٽيشنن تي پڻ بيٺي. xyxy=(297,1231,430,1265)
paragraph: تاريخ شاهد آهي ته جڏهن به عوام جي راءِ کي نظرانداز ڪيو ويو آهي ته ان جا نتيجا ڀيانڪ نڪتا آهن. تنهنڪري اڄ جي ضرورت اها آهي ته سڀني ڌرين کي گڏجي ويهي ملڪ جي مستقبل بابت فيصلا ڪرڻ گهرجن. xyxy=(205,450,322,493)
paragraph: هن منصوبي تحت 11 ڪلاڪن واري هڪ سفر ۾ سياحن کي سنڌ جي ثقافتي ورثي جو مشاهدو ڪرائڻ جو بندوبست ڪيو ويندو. ريل گاڏي ۾ 6 بوگيون هونديون جن ۾ کاڌي پيتي جو بندوبست پڻ موجود هوندو. xyxy=(436,1112,569,1154)
contact-row xyxy=(731,26,952,37)
paragraph: ادبي سنگت جو بنيادي مقصد سنڌي ٻولي ۽ ادب جي ترقي آهي. ان مقصد کي حاصل ڪرڻ لاءِ سڀني ميمبرن کي گڏجي ڪم ڪرڻو پوندو. اختلافن کي پاسي رکي سنگت جي وڏي مفاد ۾ فيصلا ڪرڻ وقت جي اهم ضرورت آهي. xyxy=(864,536,1001,578)
paragraph: سنڌي ادبي سنگت جي 37 هين مرڪزي ٽينڊر چونڊ جي سلسلي ۾ مختلف شاخن پاران تجويزون ڏنيون ويون آهن. ان سلسلي ۾ هي ڳالهه اهم آهي ته سنگت جي اندر جمهوري عمل کي مضبوط ڪرڻ لاءِ گهربل تبديليون ضروري آهن. سنگت جا پراڻا ڪارڪن پڻ هن معاملي تي پنهنجا رايا ڏئي رهيا آهن. xyxy=(1007,245,1144,296)
lead-story-column-a xyxy=(408,33,712,186)
paragraph: ورلڊ بينڪ جي صدر اجي بانگا خبردار ڪيو آهي ته ايندڙ سالن ۾ دنيا جي ترقي پذير ملڪن ۾ نوجوانن جي بيروزگاري هڪ وڏو بحران پيدا ڪري سگهي ٿي. هن چيو ته هر مهيني لکين نوجوان روزگار جي مارڪيٽ ۾ داخل ٿي رهيا آهن پر انهن لاءِ نوڪريون موجود ناهن. xyxy=(578,786,762,820)
paragraph: پاڪستان جي صدر شوڪت مرزايوف ۽ دوران تيل هڪ خودڪش حملي ۾ درجنين ماڻهو ۽ ايشيائي ملڪن لاءِ ۽ هڪ اهم موقعو آهي جنهن ۾ سنڌ جي سياسي ۽ قومي وارث جاري رکندا رهيا. پاڪستان جي اندروني حالتن تي پڻ اثر پيو آهي. بالا ڪمري اسلام آباد جي ڪمرشل علائقي ۾ هڪ ماڻهو کي سيڪيورٽي فورسز جي چيڪنگ تي روڪيو ويو، ابتر ۽ رڳو لاهي هڪ ڌماڪو ٿيو. سوويت نظام جي خاتمي کان پوءِ هن خطي ۾ 99 سيڪڙو ماڻهو وڏي پئماني تي تبديلين جو شڪار ٿيا آهن. xyxy=(408,32,713,74)
article-byline: سامي ميمڻ xyxy=(215,611,281,625)
paragraph: ادبي سنگت جو بنيادي مقصد سنڌي ٻولي ۽ ادب جي ترقي آهي. ان مقصد کي حاصل ڪرڻ لاءِ سڀني ميمبرن کي گڏجي ڪم ڪرڻو پوندو. اختلافن کي پاسي رکي سنگت جي وڏي مفاد ۾ فيصلا ڪرڻ وقت جي اهم ضرورت آهي. xyxy=(1007,391,1144,433)
photo-caption: جنگ زده علائقن ۾ سيڪيورٽي فورسز جي گشت دوران مقامي ماڻهو متاثر xyxy=(19,353,183,360)
figure xyxy=(769,650,953,761)
contact-list xyxy=(731,8,952,97)
paragraph: نوجوان نسل کي سياسي عمل ۾ شامل ڪرڻ سان ئي تبديلي ممڪن آهي. تعليم، صحت ۽ روزگار اهي بنيادي حق آهن جن کان ڪنهن به شهري کي محروم نه ٿو رکي سگهجي. xyxy=(205,770,384,795)
divider xyxy=(6,525,196,526)
paragraph: 31 جنوري 2026ع تي هڪ آزمائشي سفر ڪيو ويو جنهن ۾ 100 کان وڌيڪ مسافرن شرڪت ڪئي. ان سفر دوران ريل گاڏي لاڙڪاڻي ۽ ڏوڪري جي اسٽيشنن تي پڻ بيٺي. xyxy=(205,1074,384,1099)
paragraph: ان کان علاوه اهو به ضروري آهي ته ادبي سنگت جي آئين ۾ ترميم ڪري ان کي وقت جي گهرج مطابق ٺاهيو وڃي. سنگت جي شاخن ۾ نوجوان ليکڪن جي شموليت وڌائڻ، عورتن جي نمائندگي يقيني بڻائڻ ۽ مالي معاملن ۾ شفافيت آڻڻ جهڙا مسئلا آهن جن تي سنجيدگي سان غور ڪرڻ گهرجي. xyxy=(578,245,715,296)
paragraph: سياحت جي واڌاري لاءِ اهڙا منصوبا انتهائي ضروري آهن. ان سان نه رڳو مقامي ماڻهن کي روزگار ملندو پر سنڌ جي تاريخي ورثي کي عالمي سطح تي متعارف ڪرائڻ ۾ پڻ مدد ملندي. xyxy=(297,1149,430,1182)
paragraph: ان کان علاوه اهو به ضروري آهي ته ادبي سنگت جي آئين ۾ ترميم ڪري ان کي وقت جي گهرج مطابق ٺاهيو وڃي. سنگت جي شاخن ۾ نوجوان ليکڪن جي شموليت وڌائڻ، عورتن جي نمائندگي يقيني بڻائڻ ۽ مالي معاملن ۾ شفافيت آڻڻ جهڙا مسئلا آهن جن تي سنجيدگي سان غور ڪرڻ گهرجي. xyxy=(721,283,858,333)
contact-row xyxy=(731,38,952,57)
paragraph: مهين جو دڙو پاڪستان جي سڀ کان اهم آثار قديمه مان هڪ آهي. سنڌ حڪومت طرفان سياحن کي راغب ڪرڻ لاءِ هڪ خاص سفاري ريل گاڏي شروع ڪرڻ جو اعلان ڪيو ويو آهي جيڪا ڪراچي کان مهين جو دڙو تائين هلندي. xyxy=(390,1385,569,1419)
article-headline: سنڌي ادبي سنگت مرڪزي ٽينڊر چوند: ڪجھ تجويزون xyxy=(636,197,1086,217)
editor-main xyxy=(895,105,974,129)
paragraph: ورلڊ بينڪ جي صدر اجي بانگا خبردار ڪيو آهي ته ايندڙ سالن ۾ دنيا جي ترقي پذير ملڪن ۾ نوجوانن جي بيروزگاري هڪ وڏو بحران پيدا ڪري سگهي ٿي. هن چيو ته هر مهيني لکين نوجوان روزگار جي مارڪيٽ ۾ داخل ٿي رهيا آهن پر انهن لاءِ نوڪريون موجود ناهن. xyxy=(578,630,762,663)
paragraph: سياحت جي واڌاري لاءِ اهڙا منصوبا انتهائي ضروري آهن. ان سان نه رڳو مقامي ماڻهن کي روزگار ملندو پر سنڌ جي تاريخي ورثي کي عالمي سطح تي متعارف ڪرائڻ ۾ پڻ مدد ملندي. xyxy=(390,1046,569,1071)
article-headline: قتل عام معمول بڻجي آهي xyxy=(29,197,173,210)
paragraph: پاڪستان جهڙن ملڪن ۾ جمهوري عمل کي مضبوط ڪرڻ لاءِ عوام جي حقيقي نمائندگي ضروري آهي. ملڪ جي اندر جيڪي سياسي ۽ سماجي مسئلا پيدا ٿي رهيا آهن انهن جو حل صرف ۽ صرف جمهوري طريقيڪار سان ئي ممڪن آهي. xyxy=(436,696,569,738)
article-headline: نتيجا ڊينڊر جدوجهد ڪريو xyxy=(300,502,474,519)
vertical-dotted-divider xyxy=(716,4,725,186)
paragraph: نوجوان نسل کي سياسي عمل ۾ شامل ڪرڻ سان ئي تبديلي ممڪن آهي. تعليم، صحت ۽ روزگار اهي بنيادي حق آهن جن کان ڪنهن به شهري کي محروم نه ٿو رکي سگهجي. xyxy=(297,613,430,647)
article-byline: حبيب ٽالپر xyxy=(832,613,890,627)
paragraph: ان کان علاوه اهو به ضروري آهي ته ادبي سنگت جي آئين ۾ ترميم ڪري ان کي وقت جي گهرج مطابق ٺاهيو وڃي. سنگت جي شاخن ۾ نوجوان ليکڪن جي شموليت وڌائڻ، عورتن جي نمائندگي يقيني بڻائڻ ۽ مالي معاملن ۾ شفافيت آڻڻ جهڙا مسئلا آهن جن تي سنجيدگي سان غور ڪرڻ گهرجي. xyxy=(721,428,858,478)
divider xyxy=(578,242,1144,243)
horizontal-divider xyxy=(6,190,1144,191)
paragraph: سنڌي ادبي سنگت جي 37 هين مرڪزي ٽينڊر چونڊ جي سلسلي ۾ مختلف شاخن پاران تجويزون ڏنيون ويون آهن. ان سلسلي ۾ هي ڳالهه اهم آهي ته سنگت جي اندر جمهوري عمل کي مضبوط ڪرڻ لاءِ گهربل تبديليون ضروري آهن. سنگت جا پراڻا ڪارڪن پڻ هن معاملي تي پنهنجا رايا ڏئي رهيا آهن. xyxy=(578,436,715,487)
paragraph: تاريخ شاهد آهي ته جڏهن به عوام جي راءِ کي نظرانداز ڪيو ويو آهي ته ان جا نتيجا ڀيانڪ نڪتا آهن. تنهنڪري اڄ جي ضرورت اها آهي ته سڀني ڌرين کي گڏجي ويهي ملڪ جي مستقبل بابت فيصلا ڪرڻ گهرجن. xyxy=(297,522,430,564)
paragraph: سنڌ ۾ خاص طور تي تعليم يافته نوجوانن جي بيروزگاري جي شرح 90 سيڪڙو تائين پهچي چڪي آهي، جيڪا هڪ خطرناڪ صورتحال آهي. حڪومت کي گهرجي ته هنرمند تربيت جا پروگرام شروع ڪري ۽ ننڍن ڪاروبارن لاءِ آسان قرضن جو بندوبست ڪري. xyxy=(769,630,1144,923)
paragraph: مهين جو دڙو پاڪستان جي سڀ کان اهم آثار قديمه مان هڪ آهي. سنڌ حڪومت طرفان سياحن کي راغب ڪرڻ لاءِ هڪ خاص سفاري ريل گاڏي شروع ڪرڻ جو اعلان ڪيو ويو آهي جيڪا ڪراچي کان مهين جو دڙو تائين هلندي. xyxy=(436,1231,569,1273)
editor-name: ڊاڪٽر جبار خٽڪ xyxy=(1062,115,1135,126)
editor-role: ايڊيٽر xyxy=(927,107,942,115)
paragraph: هن منصوبي تحت 11 ڪلاڪن واري هڪ سفر ۾ سياحن کي سنڌ جي ثقافتي ورثي جو مشاهدو ڪرائڻ جو بندوبست ڪيو ويندو. ريل گاڏي ۾ 6 بوگيون هونديون جن ۾ کاڌي پيتي جو بندوبست پڻ موجود هوندو. xyxy=(297,1305,430,1347)
lead-story-column-b xyxy=(10,33,314,186)
editor-chief xyxy=(1059,105,1138,129)
paragraph: مهين جو دڙو پاڪستان جي سڀ کان اهم آثار قديمه مان هڪ آهي. سنڌ حڪومت طرفان سياحن کي راغب ڪرڻ لاءِ هڪ خاص سفاري ريل گاڏي شروع ڪرڻ جو اعلان ڪيو ويو آهي جيڪا ڪراچي کان مهين جو دڙو تائين هلندي. xyxy=(205,1037,384,1071)
paragraph: سنڌي ادبي سنگت جي 37 هين مرڪزي ٽينڊر چونڊ جي سلسلي ۾ مختلف شاخن پاران تجويزون ڏنيون ويون آهن. ان سلسلي ۾ هي ڳالهه اهم آهي ته سنگت جي اندر جمهوري عمل کي مضبوط ڪرڻ لاءِ گهربل تبديليون ضروري آهن. سنگت جا پراڻا ڪارڪن پڻ هن معاملي تي پنهنجا رايا ڏئي رهيا آهن. xyxy=(721,527,858,578)
lead-story-author-block xyxy=(319,33,403,186)
paragraph: 31 جنوري 2026ع تي هڪ آزمائشي سفر ڪيو ويو جنهن ۾ 100 کان وڌيڪ مسافرن شرڪت ڪئي. ان سفر دوران ريل گاڏي لاڙڪاڻي ۽ ڏوڪري جي اسٽيشنن تي پڻ بيٺي. xyxy=(205,1479,384,1504)
paragraph: ادبي سنگت جو بنيادي مقصد سنڌي ٻولي ۽ ادب جي ترقي آهي. ان مقصد کي حاصل ڪرڻ لاءِ سڀني ميمبرن کي گڏجي ڪم ڪرڻو پوندو. اختلافن کي پاسي رکي سنگت جي وڏي مفاد ۾ فيصلا ڪرڻ وقت جي اهم ضرورت آهي. xyxy=(578,337,715,379)
horizontal-divider xyxy=(205,498,569,499)
